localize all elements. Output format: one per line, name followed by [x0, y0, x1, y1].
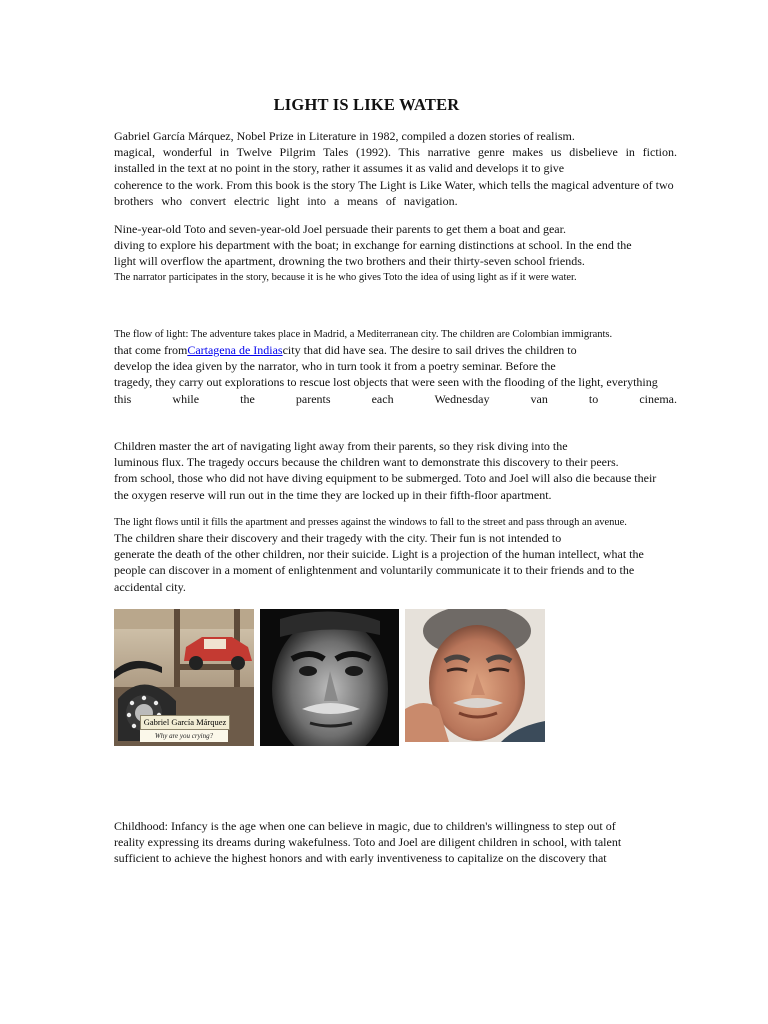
text-line: Childhood: Infancy is the age when one can believe in magic, due to children's willingness to step out of: [114, 819, 616, 833]
text-line: brothers who convert electric light into a means of navigation.: [114, 193, 458, 208]
text-line: The children share their discovery and their tragedy with the city. Their fun is not intended to: [114, 531, 562, 545]
text-line: accidental city.: [114, 579, 186, 594]
paragraph-flow-of-light: [114, 327, 677, 407]
text-line: reality expressing its dreams during wakefulness. Toto and Joel are diligent children in school, with talent: [114, 835, 622, 850]
text-fragment: that come from: [114, 343, 188, 357]
text-line: from school, those who did not have diving equipment to be submerged. Toto and Joel will also die because their: [114, 471, 657, 486]
paragraph-intro: [114, 128, 677, 209]
book-cover-image: [114, 609, 254, 746]
color-author-portrait-icon: [405, 609, 545, 742]
text-line: generate the death of the other children, nor their suicide. Light is a projection of the human intellect, what the: [114, 547, 644, 562]
text-line: The light flows until it fills the apartment and presses against the windows to fall to the street and pass through an avenue.: [114, 517, 627, 528]
text-line: light will overflow the apartment, drowning the two brothers and their thirty-seven school friends.: [114, 254, 585, 269]
text-line: people can discover in a moment of enlightenment and voluntarily communicate it to their friends and to the: [114, 563, 635, 578]
text-line: Children master the art of navigating light away from their parents, so they risk diving into the: [114, 439, 568, 453]
book-subtitle-caption: Why are you crying?: [140, 730, 228, 742]
author-portrait-color: [405, 609, 545, 742]
text-line: magical, wonderful in Twelve Pilgrim Tales (1992). This narrative genre makes us disbelieve in fiction.: [114, 145, 677, 160]
page-title: LIGHT IS LIKE WATER: [273, 95, 460, 114]
text-line: diving to explore his department with the boat; in exchange for earning distinctions at school. In the end the: [114, 238, 632, 253]
text-line: The narrator participates in the story, because it is he who gives Toto the idea of using light as if it were water.: [114, 271, 577, 283]
text-line: Gabriel García Márquez, Nobel Prize in Literature in 1982, compiled a dozen stories of realism.: [114, 129, 575, 143]
paragraph-navigation: [114, 438, 677, 503]
paragraph-light-flows: [114, 515, 677, 595]
text-fragment: city that did have sea. The desire to sail drives the children to: [282, 343, 577, 357]
paragraph-childhood: [114, 818, 677, 867]
text-line: coherence to the work. From this book is the story The Light is Like Water, which tells the magical adventure of two: [114, 177, 674, 192]
text-line-with-link: [114, 342, 677, 358]
black-and-white-author-portrait-icon: [260, 609, 399, 746]
book-author-caption: Gabriel García Márquez: [140, 715, 230, 730]
text-line: this while the parents each Wednesday van to cinema.: [114, 391, 677, 406]
text-line: develop the idea given by the narrator, who in turn took it from a poetry seminar. Before the: [114, 359, 556, 374]
text-line: tragedy, they carry out explorations to rescue lost objects that were seen with the flooding of the light, everything: [114, 375, 658, 390]
text-line: installed in the text at no point in the story, rather it assumes it as valid and develops it to give: [114, 161, 565, 176]
paragraph-plot: [114, 221, 677, 285]
text-line: luminous flux. The tragedy occurs because the children want to demonstrate this discovery to their peers.: [114, 455, 619, 470]
text-line: The flow of light: The adventure takes place in Madrid, a Mediterranean city. The children are Colombian immigrants.: [114, 329, 613, 340]
cartagena-link[interactable]: Cartagena de Indias: [187, 343, 283, 357]
text-line: the oxygen reserve will run out in the time they are locked up in their fifth-floor apartment.: [114, 487, 552, 502]
text-line: Nine-year-old Toto and seven-year-old Joel persuade their parents to get them a boat and gear.: [114, 222, 566, 236]
author-portrait-bw: [260, 609, 399, 746]
text-line: sufficient to achieve the highest honors and with early inventiveness to capitalize on the discovery that: [114, 851, 607, 866]
